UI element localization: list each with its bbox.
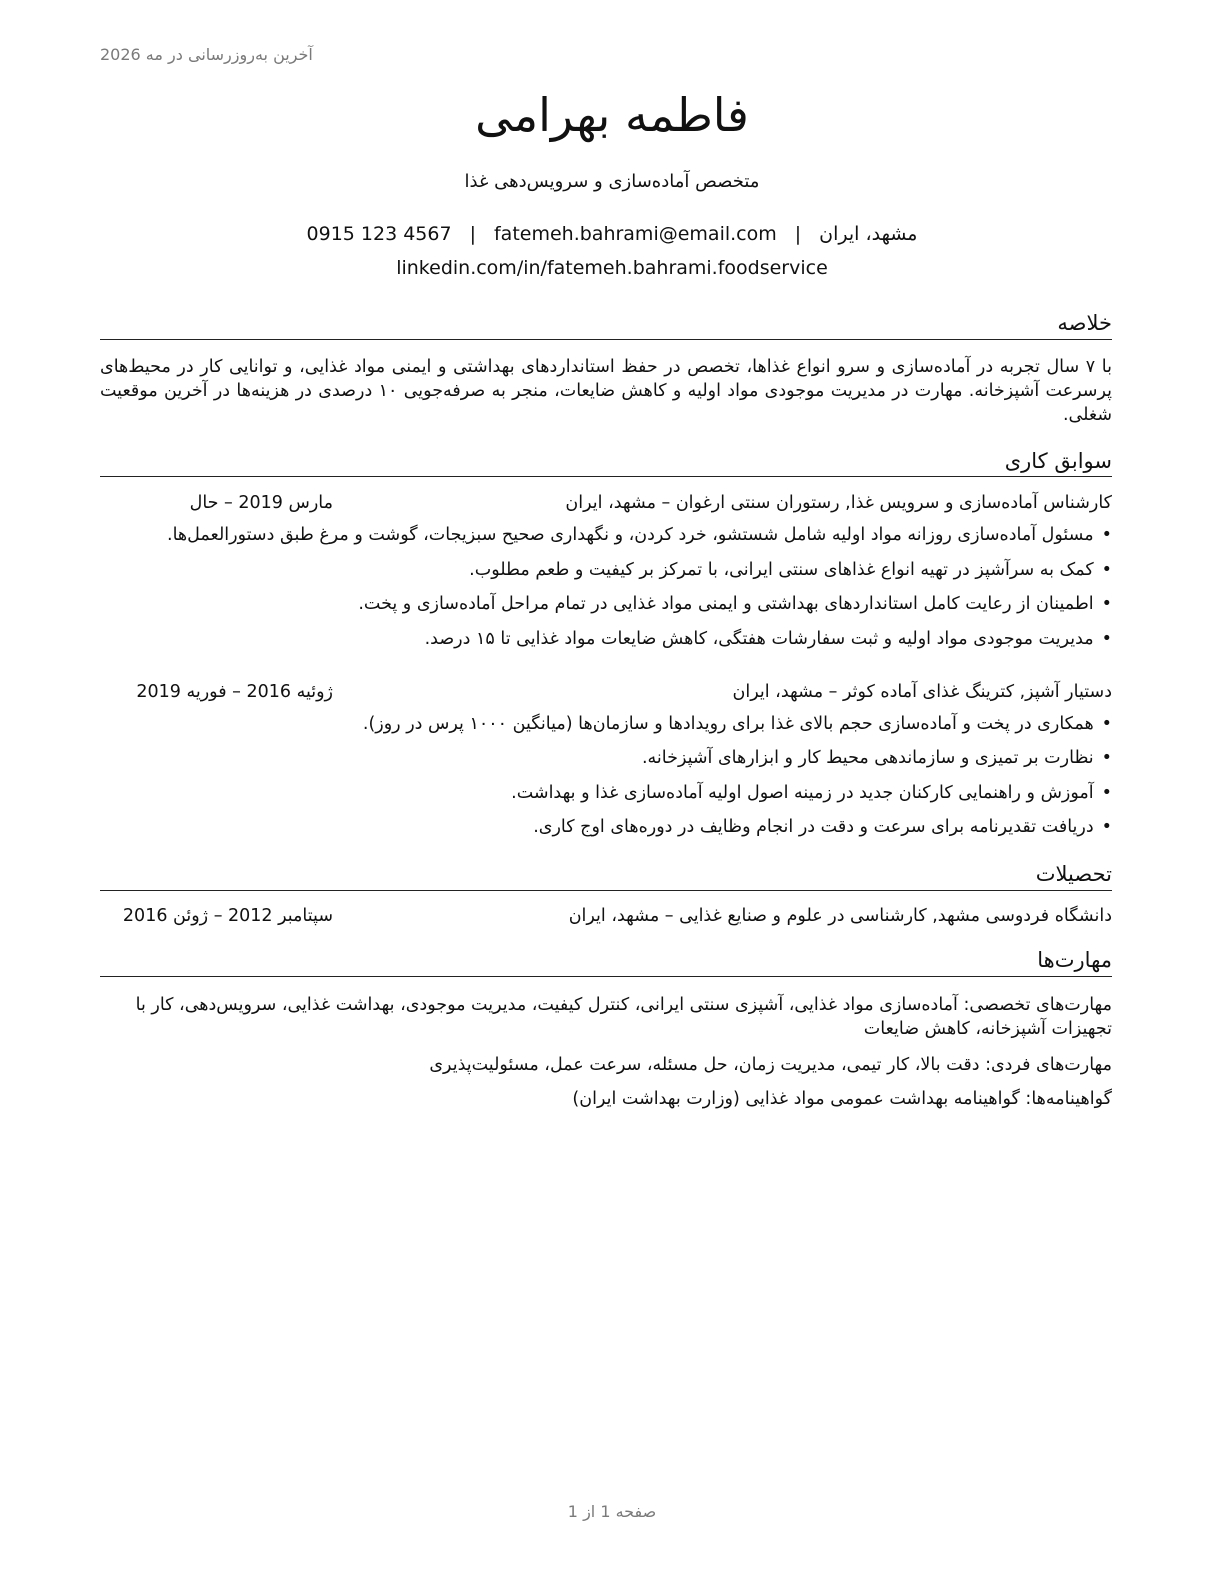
contact-separator: |: [469, 223, 476, 245]
section-divider: [100, 476, 1112, 477]
section-divider: [100, 976, 1112, 977]
summary-text: با ۷ سال تجربه در آماده‌سازی و سرو انواع غذاها، تخصص در حفظ استانداردهای بهداشتی و ایمنی مواد غذایی، و توانایی کار در محیط‌های پرسرعت آشپزخانه. مهارت در مدیریت موجودی مواد اولیه و کاهش ضایعات، منجر به صرفه‌جویی ۱۰ درصدی در هزینه‌ها در آخرین موقعیت شغلی.: [100, 357, 1112, 425]
section-heading-education: تحصیلات: [1035, 862, 1112, 886]
section-heading-summary: خلاصه: [1057, 311, 1112, 335]
location: مشهد، ایران: [819, 223, 918, 245]
candidate-name: فاطمه بهرامی: [475, 88, 749, 142]
job-bullet: • دریافت تقدیرنامه برای سرعت و دقت در انجام وظایف در دوره‌های اوج کاری.: [533, 817, 1112, 837]
job-bullet: • کمک به سرآشپز در تهیه انواع غذاهای سنتی ایرانی، با تمرکز بر کیفیت و طعم مطلوب.: [469, 560, 1112, 580]
section-heading-experience: سوابق کاری: [1004, 449, 1112, 473]
contact-separator: |: [794, 223, 802, 245]
section-heading-skills: مهارت‌ها: [1037, 948, 1112, 972]
job-entry-1: [100, 493, 1112, 517]
job-role: دستیار آشپز, کترینگ غذای آماده کوثر – مشهد، ایران: [732, 682, 1112, 702]
section-divider: [100, 890, 1112, 891]
phone-number: 0915 123 4567: [306, 223, 452, 245]
last-updated-note: آخرین به‌روزرسانی در مه 2026: [100, 45, 313, 64]
job-role: کارشناس آماده‌سازی و سرویس غذا, رستوران سنتی ارغوان – مشهد، ایران: [565, 493, 1112, 513]
education-entry: [100, 906, 1112, 930]
job-bullet: • آموزش و راهنمایی کارکنان جدید در زمینه اصول اولیه آماده‌سازی غذا و بهداشت.: [511, 783, 1112, 803]
skills-technical: مهارت‌های تخصصی: آماده‌سازی مواد غذایی، آشپزی سنتی ایرانی، کنترل کیفیت، مدیریت موجودی، بهداشت غذایی، سرویس‌دهی، کار با تجهیزات آشپزخانه، کاهش ضایعات: [135, 995, 1112, 1039]
education-degree: دانشگاه فردوسی مشهد, کارشناسی در علوم و صنایع غذایی – مشهد، ایران: [568, 906, 1112, 926]
job-dates: مارس 2019 – حال: [189, 493, 333, 513]
education-dates: سپتامبر 2012 – ژوئن 2016: [122, 906, 333, 926]
contact-line: [0, 223, 1224, 245]
job-entry-2: [100, 682, 1112, 706]
job-bullet: • مسئول آماده‌سازی روزانه مواد اولیه شامل شستشو، خرد کردن، و نگهداری صحیح سبزیجات، گوشت و مرغ طبق دستورالعمل‌ها.: [167, 525, 1112, 545]
job-dates: ژوئیه 2016 – فوریه 2019: [136, 682, 333, 702]
skills-soft: مهارت‌های فردی: دقت بالا، کار تیمی، مدیریت زمان، حل مسئله، سرعت عمل، مسئولیت‌پذیری: [429, 1055, 1112, 1075]
job-bullet: • نظارت بر تمیزی و سازماندهی محیط کار و ابزارهای آشپزخانه.: [642, 748, 1112, 768]
job-bullet: • اطمینان از رعایت کامل استانداردهای بهداشتی و ایمنی مواد غذایی در تمام مراحل آماده‌سازی و پخت.: [358, 594, 1112, 614]
email-link[interactable]: fatemeh.bahrami@email.com: [493, 223, 777, 245]
skills-certifications: گواهینامه‌ها: گواهینامه بهداشت عمومی مواد غذایی (وزارت بهداشت ایران): [572, 1089, 1112, 1109]
job-title: متخصص آماده‌سازی و سرویس‌دهی غذا: [464, 171, 760, 192]
page-number: صفحه 1 از 1: [567, 1502, 657, 1521]
section-divider: [100, 339, 1112, 340]
job-bullet: • همکاری در پخت و آماده‌سازی حجم بالای غذا برای رویدادها و سازمان‌ها (میانگین ۱۰۰۰ پرس در روز).: [363, 714, 1112, 734]
linkedin-link[interactable]: linkedin.com/in/fatemeh.bahrami.foodservice: [396, 257, 828, 279]
job-bullet: • مدیریت موجودی مواد اولیه و ثبت سفارشات هفتگی، کاهش ضایعات مواد غذایی تا ۱۵ درصد.: [425, 629, 1112, 649]
